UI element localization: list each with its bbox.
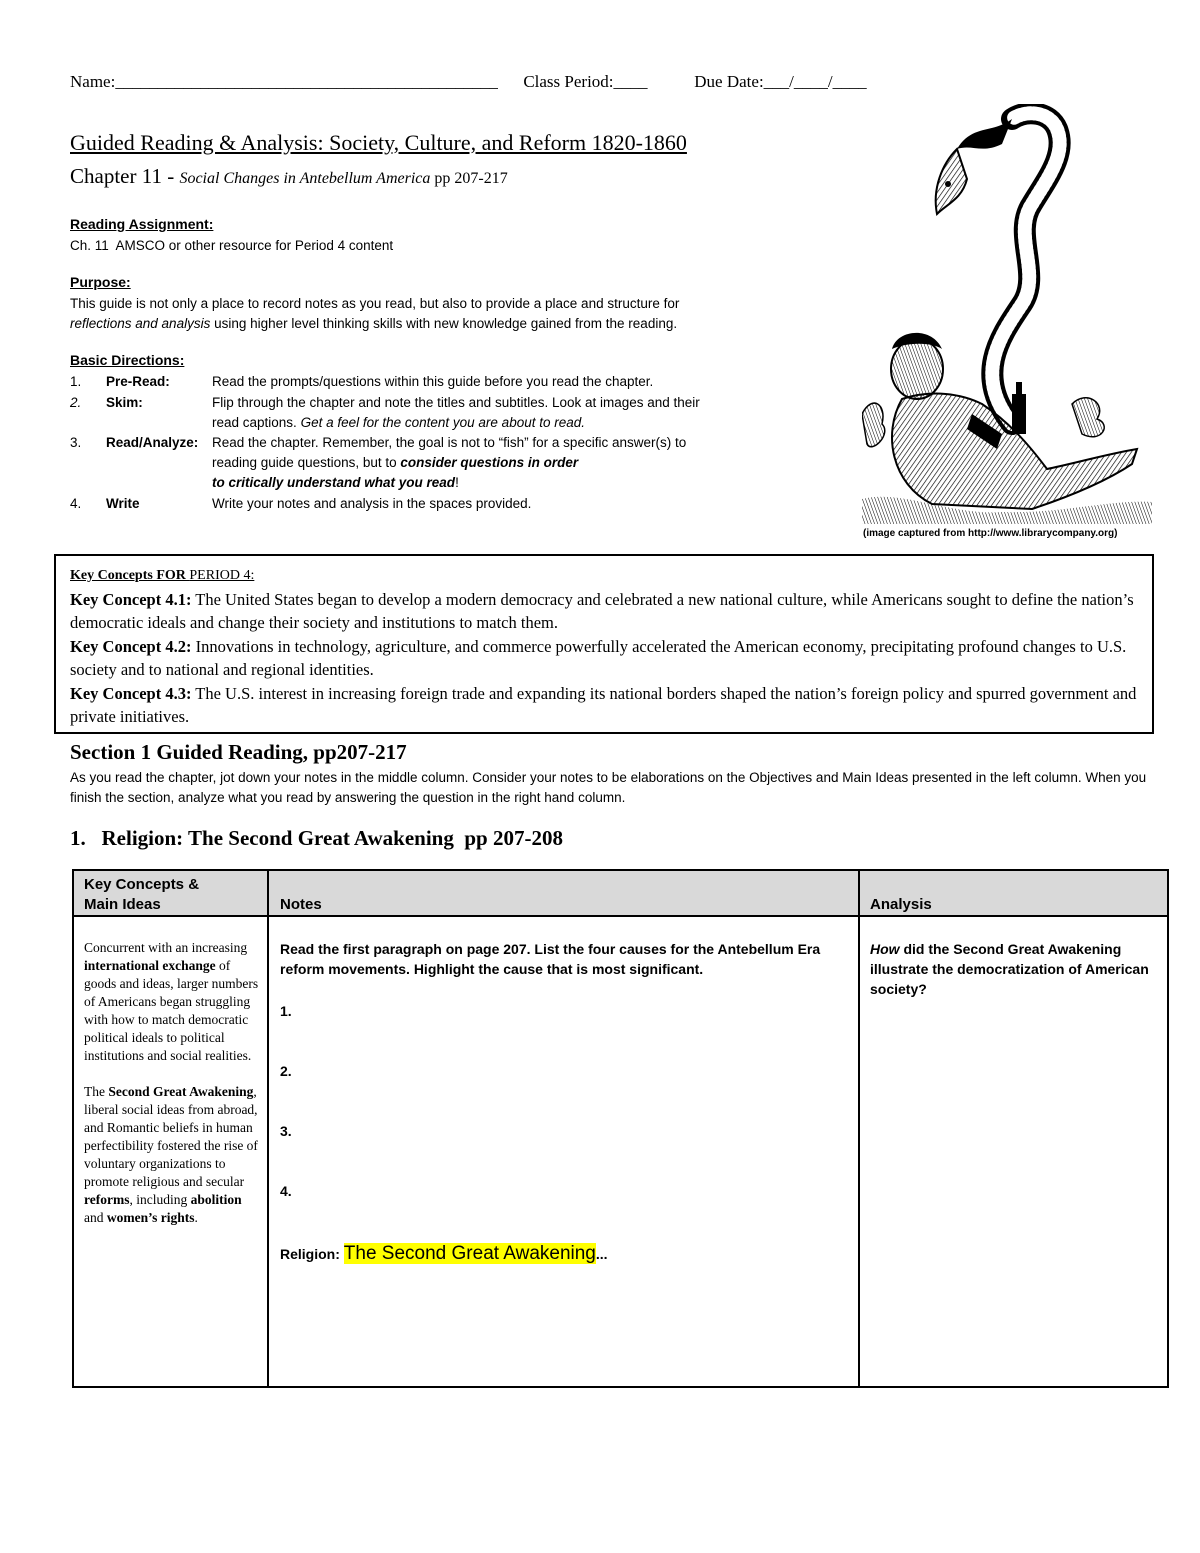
chapter-subtitle: Social Changes in Antebellum America [179,170,431,187]
notes-item-4[interactable]: 4. [280,1183,292,1199]
notes-religion-line: Religion: The Second Great Awakening... [280,1243,608,1264]
guided-reading-table [72,869,1169,1388]
main-idea-paragraph-1: Concurrent with an increasing international exchange of goods and ideas, larger numbers of Americans began struggling with how to match democratic political ideals to political institutions and social realities. [84,940,259,1063]
key-concept-4-3: Key Concept 4.3: The U.S. interest in increasing foreign trade and expanding its national borders shaped the nation’s foreign policy and spurred government and private initiatives. [70,683,1137,726]
reading-assignment-heading: Reading Assignment: [70,216,214,232]
notes-item-3[interactable]: 3. [280,1123,292,1139]
header-fields [70,72,1070,92]
key-concept-4-2: Key Concept 4.2: Innovations in technology, agriculture, and commerce powerfully accelerated the American economy, precipitating profound changes to U.S. society and to national and regional identities. [70,636,1127,679]
header-analysis: Analysis [870,896,932,913]
basic-directions-heading: Basic Directions: [70,352,185,368]
section-1-title: Section 1 Guided Reading, pp207-217 [70,740,407,764]
key-concepts-heading: Key Concepts FOR PERIOD 4: [70,568,255,583]
page-title: Guided Reading & Analysis: Society, Culture, and Reform 1820-1860 [70,130,687,155]
class-period-blank[interactable]: ____ [613,72,648,91]
due-date-label: Due Date: [694,72,764,91]
key-concepts-cell [84,939,260,1227]
key-concept-4-1: Key Concept 4.1: The United States began to develop a modern democracy and celebrated a new national culture, while Americans sought to define the nation’s democratic ideals and change their society and institutions to match them. [70,589,1134,632]
reading-assignment-text: Ch. 11 AMSCO or other resource for Period 4 content [70,238,394,253]
table-header-row [74,871,1167,917]
name-label: Name: [70,72,116,91]
analysis-question: How did the Second Great Awakening illustrate the democratization of American society? [870,941,1149,997]
notes-prompt: Read the first paragraph on page 207. List the four causes for the Antebellum Era reform movements. Highlight the cause that is most significant. [280,941,821,977]
chapter-pages: pp 207-217 [434,170,508,187]
notes-item-2[interactable]: 2. [280,1063,292,1079]
notes-cell[interactable] [280,939,850,1264]
header-notes: Notes [280,896,322,913]
subsection-1-title: 1. Religion: The Second Great Awakening pp 207-208 [70,826,563,850]
header-key-concepts: Key Concepts & Main Ideas [84,876,200,913]
name-blank[interactable]: _____________________________________________ [115,72,498,91]
main-idea-paragraph-2: The Second Great Awakening, liberal social ideas from abroad, and Romantic beliefs in human perfectibility fostered the rise of voluntary organizations to promote religious and secular reforms, including abolition and women’s rights. [84,1084,258,1225]
chapter-heading [70,164,508,189]
section-1-instructions: As you read the chapter, jot down your notes in the middle column. Consider your notes to be elaborations on the Objectives and Main Ideas presented in the left column. When you finish the section, analyze what you read by answering the question in the right hand column. [70,770,1147,805]
notes-item-1[interactable]: 1. [280,1003,292,1019]
chapter-prefix: Chapter 11 - [70,164,180,188]
due-date-blank[interactable]: ___/____/____ [763,72,867,91]
image-caption: (image captured from http://www.librarycompany.org) [863,528,1118,539]
highlighted-cause: The Second Great Awakening [343,1243,596,1264]
analysis-cell[interactable] [870,939,1165,999]
purpose-heading: Purpose: [70,274,131,290]
key-concepts-box [54,554,1154,734]
purpose-text: This guide is not only a place to record notes as you read, but also to provide a place and structure for reflections and analysis using higher level thinking skills with new knowledge gained from the reading. [70,296,680,331]
engraving-illustration [862,104,1152,524]
class-period-label: Class Period: [523,72,614,91]
